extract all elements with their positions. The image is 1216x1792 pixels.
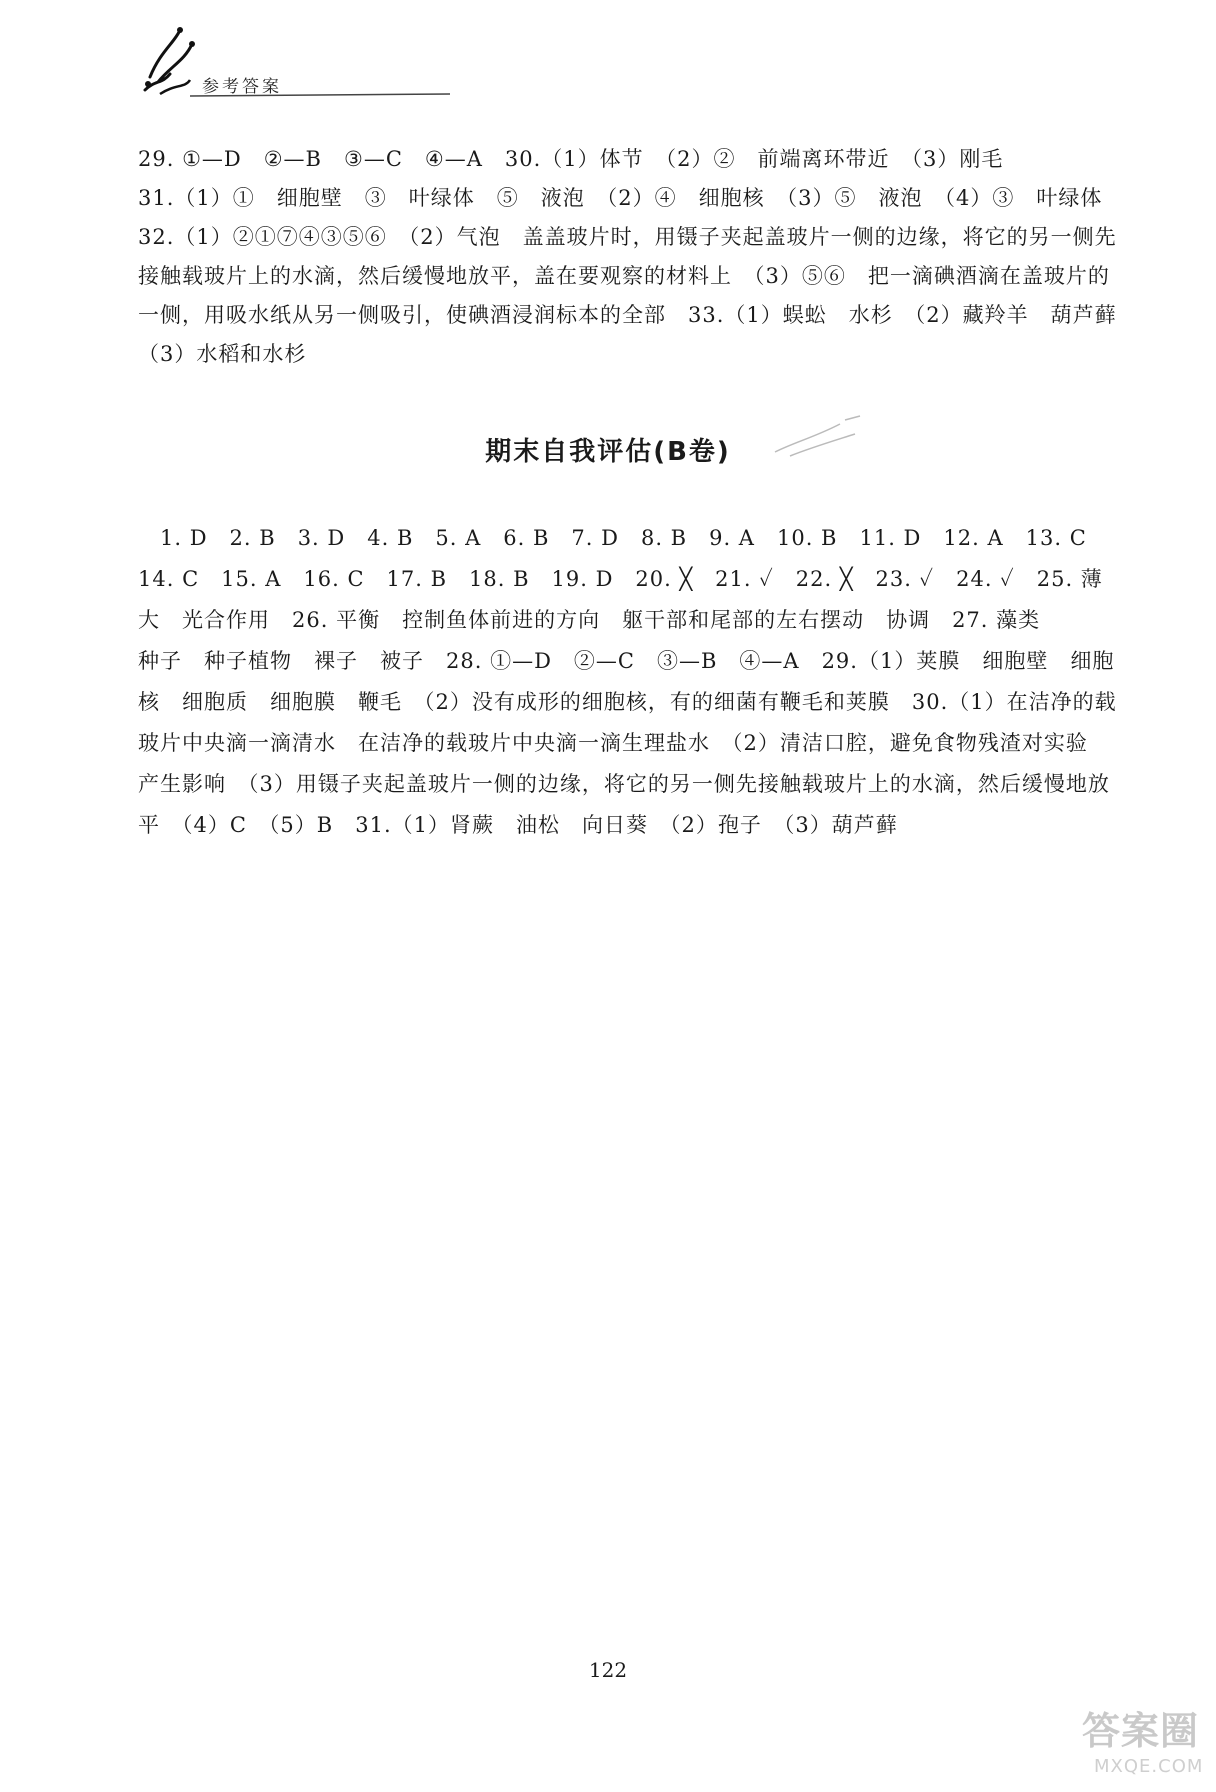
floral-logo-icon: [130, 22, 550, 112]
answer-line: 平 （4）C （5）B 31.（1）肾蕨 油松 向日葵 （2）孢子 （3）葫芦藓: [138, 813, 898, 837]
answers-top-block: [138, 140, 1117, 374]
page-header: [130, 22, 550, 112]
watermark-domain: MXQE.COM: [1094, 1756, 1204, 1777]
answer-line: 29. ①—D ②—B ③—C ④—A 30.（1）体节 （2）② 前端离环带近 （3）刚毛: [138, 147, 1004, 171]
pencil-scribble-icon: [770, 412, 870, 462]
answer-line: 一侧，用吸水纸从另一侧吸引，使碘酒浸润标本的全部 33.（1）蜈蚣 水杉 （2）藏羚羊 葫芦藓: [138, 303, 1117, 327]
answer-line: 接触载玻片上的水滴，然后缓慢地放平，盖在要观察的材料上 （3）⑤⑥ 把一滴碘酒滴在盖玻片的: [138, 264, 1110, 288]
watermark-logo: 答案圈: [1082, 1709, 1200, 1753]
answer-line: 1. D 2. B 3. D 4. B 5. A 6. B 7. D 8. B 9. A 10. B 11. D 12. A 13. C: [138, 526, 1087, 550]
answer-line: 大 光合作用 26. 平衡 控制鱼体前进的方向 躯干部和尾部的左右摆动 协调 27. 藻类: [138, 608, 1041, 632]
answer-line: 14. C 15. A 16. C 17. B 18. B 19. D 20. ╳ 21. ✓ 22. ╳ 23. ✓ 24. ✓ 25. 薄: [138, 567, 1103, 591]
section-title: 期末自我评估(B卷): [485, 437, 731, 467]
answers-bottom-block: [138, 518, 1117, 846]
answer-line: （3）水稻和水杉: [138, 342, 307, 366]
answer-line: 产生影响 （3）用镊子夹起盖玻片一侧的边缘，将它的另一侧先接触载玻片上的水滴，然后缓慢地放: [138, 772, 1110, 796]
header-title: 参考答案: [202, 77, 282, 97]
page-number: 122: [588, 1658, 628, 1682]
answer-line: 核 细胞质 细胞膜 鞭毛 （2）没有成形的细胞核，有的细菌有鞭毛和荚膜 30.（1）在洁净的载: [138, 690, 1117, 714]
answer-line: 玻片中央滴一滴清水 在洁净的载玻片中央滴一滴生理盐水 （2）清洁口腔，避免食物残渣对实验: [138, 731, 1088, 755]
answer-line: 种子 种子植物 裸子 被子 28. ①—D ②—C ③—B ④—A 29.（1）荚膜 细胞壁 细胞: [138, 649, 1115, 673]
answer-line: 32.（1）②①⑦④③⑤⑥ （2）气泡 盖盖玻片时，用镊子夹起盖玻片一侧的边缘，将它的另一侧先: [138, 225, 1117, 249]
answer-line: 31.（1）① 细胞壁 ③ 叶绿体 ⑤ 液泡 （2）④ 细胞核 （3）⑤ 液泡 （4）③ 叶绿体: [138, 186, 1103, 210]
watermark: [1080, 1700, 1212, 1788]
